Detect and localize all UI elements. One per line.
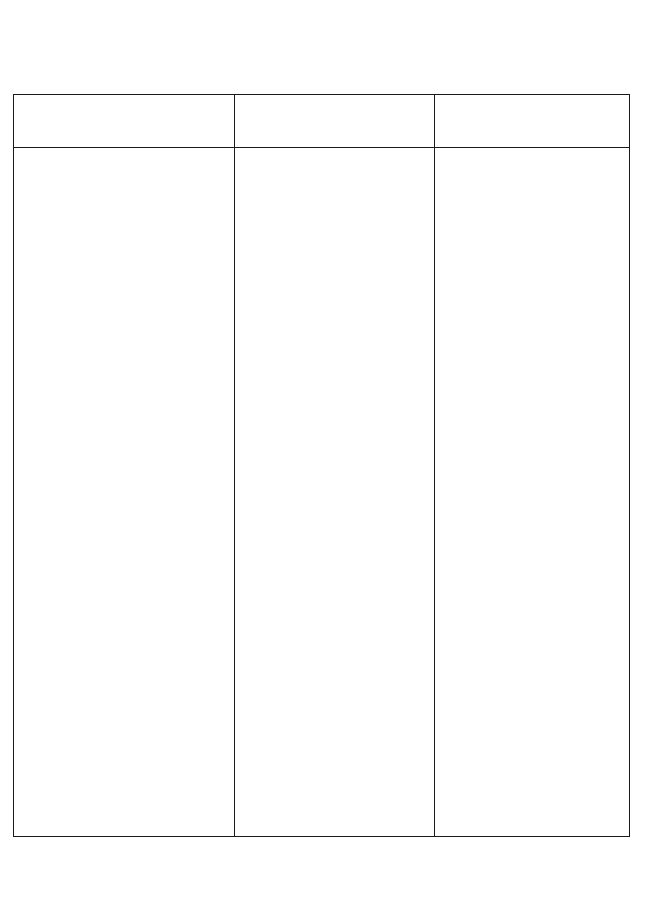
column-divider-states <box>234 95 235 836</box>
table-header <box>14 95 629 148</box>
questionnaire-table <box>13 94 630 837</box>
column-divider-feelings <box>434 95 435 836</box>
